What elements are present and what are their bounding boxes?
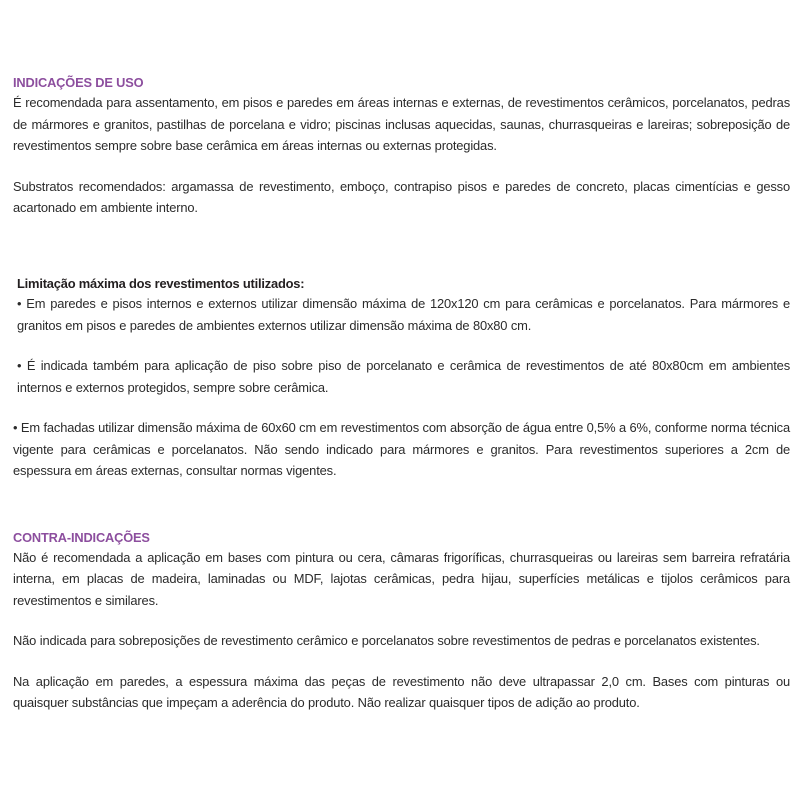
heading-indicacoes-de-uso: INDICAÇÕES DE USO bbox=[13, 75, 144, 90]
section-limitacao-bullet-2 bbox=[17, 355, 790, 398]
list-item-limitacao-3: • Em fachadas utilizar dimensão máxima de 60x60 cm em revestimentos com absorção de água entre 0,5% a 6%, conforme norma técnica vigente para cerâmicas e porcelanatos. Não sendo indicado para mármores e granitos. Para revestimentos superiores a 2cm de espessura em áreas externas, consultar normas vigentes. bbox=[13, 420, 790, 479]
heading-limitacao-maxima: Limitação máxima dos revestimentos utilizados: bbox=[17, 275, 305, 291]
section-contra-indicacoes bbox=[13, 529, 790, 612]
heading-contra-indicacoes: CONTRA-INDICAÇÕES bbox=[13, 529, 150, 545]
section-substratos-recomendados bbox=[13, 176, 790, 219]
paragraph-substratos-recomendados: Substratos recomendados: argamassa de revestimento, emboço, contrapiso pisos e paredes de concreto, placas cimentícias e gesso acartonado em ambiente interno. bbox=[13, 178, 790, 216]
paragraph-contra-indicacoes-3: Na aplicação em paredes, a espessura máxima das peças de revestimento não deve ultrapassar 2,0 cm. Bases com pinturas ou quaisquer substâncias que impeçam a aderência do produto. Não realizar quaisquer tipos de adição ao produto. bbox=[13, 673, 790, 711]
list-item-limitacao-1: • Em paredes e pisos internos e externos utilizar dimensão máxima de 120x120 cm para cerâmicas e porcelanatos. Para mármores e granitos em pisos e paredes de ambientes externos utilizar dimensão máxima de 80x80 cm. bbox=[17, 296, 790, 333]
section-contra-indicacoes-3 bbox=[13, 671, 790, 714]
section-limitacao-maxima bbox=[17, 275, 790, 336]
document-content bbox=[13, 74, 790, 714]
paragraph-indicacoes-de-uso: É recomendada para assentamento, em pisos e paredes em áreas internas e externas, de revestimentos cerâmicos, porcelanatos, pedras de mármores e granitos, pastilhas de porcelana e vidro; piscinas inclusas aquecidas, saunas, churrasqueiras e lareiras; sobreposição de revestimentos sempre sobre base cerâmica em áreas internas ou externas protegidas. bbox=[13, 95, 790, 154]
section-indicacoes-de-uso bbox=[13, 74, 790, 157]
paragraph-contra-indicacoes-1: Não é recomendada a aplicação em bases com pintura ou cera, câmaras frigoríficas, churrasqueiras ou lareiras sem barreira refratária interna, em placas de madeira, laminadas ou MDF, lajotas cerâmicas, pedra hijau, superfícies metálicas e tijolos cerâmicos para revestimentos e similares. bbox=[13, 549, 790, 608]
section-contra-indicacoes-2 bbox=[13, 630, 790, 652]
section-limitacao-bullet-3 bbox=[13, 417, 790, 482]
list-item-limitacao-2: • É indicada também para aplicação de piso sobre piso de porcelanato e cerâmica de revestimentos de até 80x80cm em ambientes internos e externos protegidos, sempre sobre cerâmica. bbox=[17, 358, 790, 395]
paragraph-contra-indicacoes-2: Não indicada para sobreposições de revestimento cerâmico e porcelanatos sobre revestimentos de pedras e porcelanatos existentes. bbox=[13, 633, 760, 649]
